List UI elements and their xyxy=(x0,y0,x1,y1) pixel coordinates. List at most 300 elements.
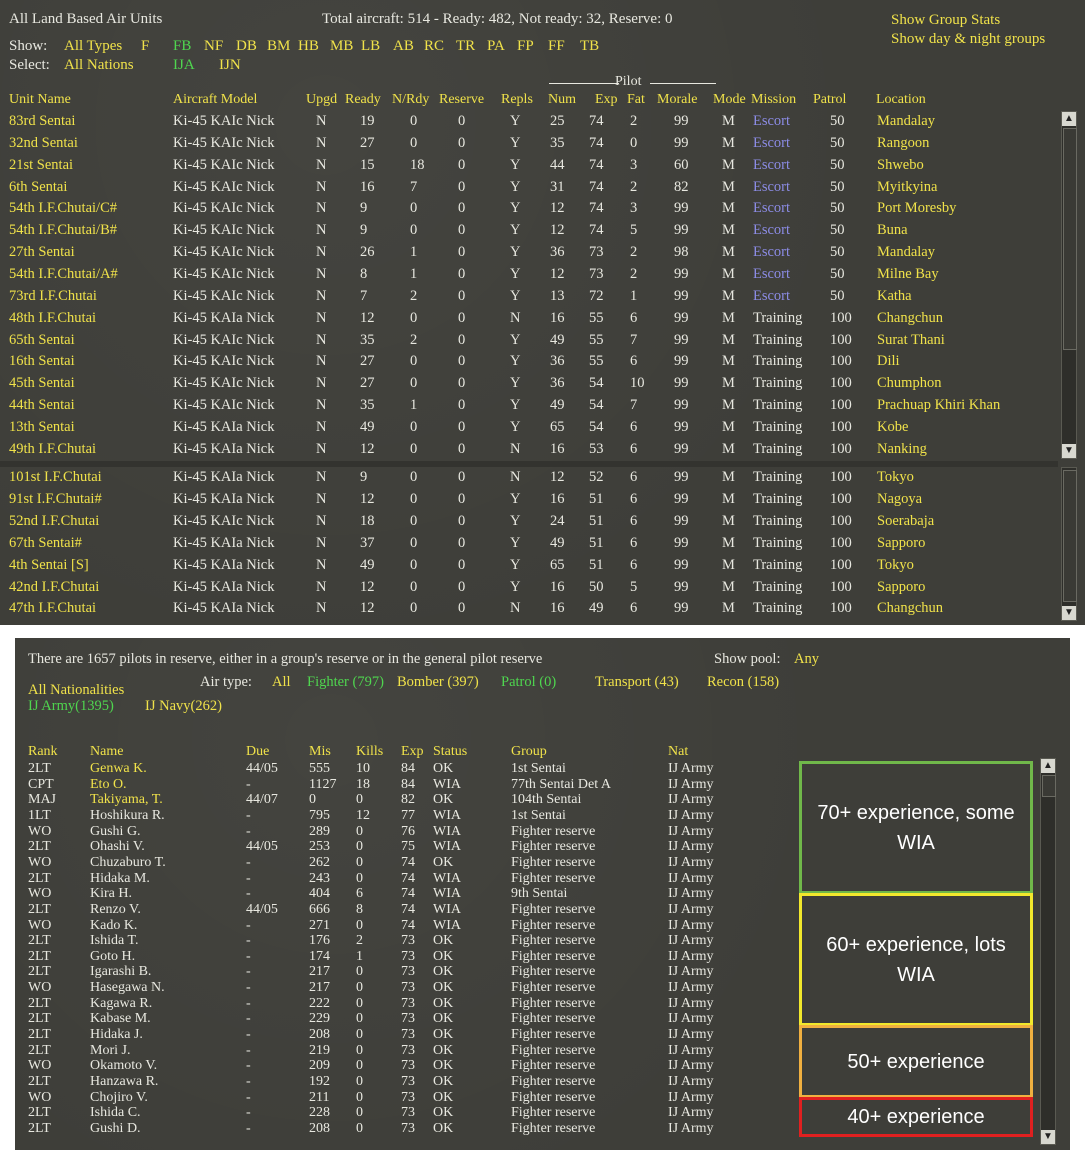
pilot-rank: 2LT xyxy=(28,995,51,1011)
pilot-row[interactable] xyxy=(15,996,795,1012)
unit-reserve: 0 xyxy=(458,353,466,370)
pilot-row[interactable] xyxy=(15,1105,795,1121)
pilot-experience: 74 xyxy=(401,870,415,886)
pilot-missions: 222 xyxy=(309,995,330,1011)
pilot-rank: 2LT xyxy=(28,839,51,855)
scroll-thumb[interactable] xyxy=(1063,128,1077,350)
pilot-due: - xyxy=(246,917,251,933)
unit-row[interactable] xyxy=(0,351,1055,373)
unit-row[interactable] xyxy=(0,133,1055,155)
unit-mode: M xyxy=(722,556,735,573)
air-type-filter-5[interactable]: Recon (158) xyxy=(707,674,780,690)
unit-reserve: 0 xyxy=(458,178,466,195)
unit-unit-name[interactable]: 42nd I.F.Chutai xyxy=(9,578,100,595)
unit-fat: 3 xyxy=(630,200,638,217)
unit-unit-name[interactable]: 83rd Sentai xyxy=(9,113,76,129)
unit-unit-name[interactable]: 16th Sentai xyxy=(9,353,75,370)
type-filter-db[interactable]: DB xyxy=(236,38,257,54)
col-mis[interactable]: Mis xyxy=(309,744,331,759)
pilot-missions: 289 xyxy=(309,823,330,839)
type-filter-fb[interactable]: FB xyxy=(173,38,192,54)
pilot-kills: 0 xyxy=(356,917,363,933)
unit-mode: M xyxy=(722,534,735,551)
pilot-status: OK xyxy=(433,948,454,964)
unit-reserve: 0 xyxy=(458,440,466,457)
pilot-name: Okamoto V. xyxy=(90,1058,158,1074)
pilot-row[interactable] xyxy=(15,1090,795,1106)
unit-mission: Escort xyxy=(753,134,791,151)
unit-repls: Y xyxy=(510,397,521,414)
pilot-due: - xyxy=(246,1120,251,1136)
unit-mission: Training xyxy=(753,512,803,529)
unit-exp: 55 xyxy=(589,353,604,370)
pilot-row[interactable] xyxy=(15,824,795,840)
unit-unit-name[interactable]: 52nd I.F.Chutai xyxy=(9,512,100,529)
pilot-row[interactable] xyxy=(15,871,795,887)
unit-patrol: 100 xyxy=(830,353,852,370)
unit-nrdy: 7 xyxy=(410,178,418,195)
unit-mission: Escort xyxy=(753,200,791,217)
col-aircraft-model[interactable]: Aircraft Model xyxy=(173,92,258,107)
unit-fat: 6 xyxy=(630,440,638,457)
unit-aircraft-model: Ki-45 KAIc Nick xyxy=(173,222,275,239)
type-filter-rc[interactable]: RC xyxy=(424,38,445,54)
pilot-name: Eto O. xyxy=(90,776,127,792)
unit-unit-name[interactable]: 47th I.F.Chutai xyxy=(9,600,97,617)
pilot-missions: 404 xyxy=(309,886,330,902)
unit-patrol: 50 xyxy=(830,178,845,195)
unit-row[interactable] xyxy=(0,198,1055,220)
pilot-experience: 73 xyxy=(401,1058,415,1074)
unit-mission: Training xyxy=(753,418,803,435)
pilot-status: WIA xyxy=(433,870,461,886)
pilot-rank: 2LT xyxy=(28,901,51,917)
unit-num: 31 xyxy=(550,178,565,195)
pilot-due: - xyxy=(246,1074,251,1089)
unit-nrdy: 0 xyxy=(410,353,418,370)
unit-location: Changchun xyxy=(877,600,944,617)
unit-morale: 99 xyxy=(674,113,689,129)
pilot-group: Fighter reserve xyxy=(511,980,596,996)
unit-num: 49 xyxy=(550,397,565,414)
unit-morale: 99 xyxy=(674,134,689,151)
scroll-down-icon[interactable]: ▼ xyxy=(1041,1130,1055,1144)
unit-unit-name[interactable]: 91st I.F.Chutai# xyxy=(9,490,102,507)
upper-scrollbar[interactable] xyxy=(1061,111,1077,459)
scroll-up-icon[interactable]: ▲ xyxy=(1062,112,1076,126)
pilot-experience: 73 xyxy=(401,1120,415,1136)
unit-repls: Y xyxy=(510,353,521,370)
pilot-name: Igarashi B. xyxy=(90,964,152,980)
unit-row[interactable] xyxy=(0,511,1055,533)
col-group[interactable]: Group xyxy=(511,744,547,759)
unit-row[interactable] xyxy=(0,264,1055,286)
pilot-missions: 211 xyxy=(309,1089,330,1105)
unit-row[interactable] xyxy=(0,220,1055,242)
unit-unit-name[interactable]: 27th Sentai xyxy=(9,244,75,261)
unit-upgd: N xyxy=(316,222,327,239)
pilot-name: Ishida C. xyxy=(90,1105,141,1121)
unit-reserve: 0 xyxy=(458,309,466,326)
unit-repls: Y xyxy=(510,490,521,507)
pilot-rank: 2LT xyxy=(28,1120,51,1136)
unit-num: 16 xyxy=(550,578,565,595)
pilot-due: - xyxy=(246,1011,251,1027)
pilot-kills: 0 xyxy=(356,792,363,808)
pilot-kills: 0 xyxy=(356,1120,363,1136)
col-patrol[interactable]: Patrol xyxy=(813,92,847,107)
pilot-missions: 192 xyxy=(309,1074,330,1089)
unit-unit-name[interactable]: 54th I.F.Chutai/B# xyxy=(9,222,117,239)
pilot-row[interactable] xyxy=(15,808,795,824)
unit-row[interactable] xyxy=(0,373,1055,395)
pilot-nationality: IJ Army xyxy=(668,901,714,917)
all-nationalities-link[interactable]: All Nationalities xyxy=(28,682,125,698)
aircraft-totals: Total aircraft: 514 - Ready: 482, Not ready: 32, Reserve: 0 xyxy=(322,11,673,27)
type-filter-fp[interactable]: FP xyxy=(517,38,534,54)
unit-unit-name[interactable]: 65th Sentai xyxy=(9,331,75,348)
unit-row[interactable] xyxy=(0,177,1055,199)
pilot-group: 104th Sentai xyxy=(511,792,582,808)
lower-scrollbar[interactable] xyxy=(1061,467,1077,621)
pilot-group: Fighter reserve xyxy=(511,1027,596,1043)
unit-ready: 35 xyxy=(360,397,375,414)
unit-mode: M xyxy=(722,222,735,239)
pilot-rank: 2LT xyxy=(28,948,51,964)
unit-row[interactable] xyxy=(0,330,1055,352)
scroll-down-icon[interactable]: ▼ xyxy=(1062,606,1076,620)
unit-unit-name[interactable]: 21st Sentai xyxy=(9,156,74,173)
unit-unit-name[interactable]: 73rd I.F.Chutai xyxy=(9,287,97,304)
unit-ready: 15 xyxy=(360,156,375,173)
pilot-row[interactable] xyxy=(15,839,795,855)
pilot-row[interactable] xyxy=(15,777,795,793)
scroll-down-icon[interactable]: ▼ xyxy=(1062,444,1076,458)
unit-row[interactable] xyxy=(0,155,1055,177)
unit-location: Myitkyina xyxy=(877,178,938,195)
col-mission[interactable]: Mission xyxy=(751,92,797,107)
unit-ready: 27 xyxy=(360,353,375,370)
col-location[interactable]: Location xyxy=(876,92,926,107)
nation-filter-ija[interactable]: IJA xyxy=(173,57,195,73)
unit-ready: 12 xyxy=(360,578,375,595)
unit-exp: 55 xyxy=(589,331,604,348)
unit-mode: M xyxy=(722,287,735,304)
col-unit-name[interactable]: Unit Name xyxy=(9,92,71,107)
type-filter-bm[interactable]: BM xyxy=(267,38,291,54)
unit-row[interactable] xyxy=(0,286,1055,308)
unit-unit-name[interactable]: 45th Sentai xyxy=(9,375,75,392)
type-filter-nf[interactable]: NF xyxy=(204,38,224,54)
unit-unit-name[interactable]: 32nd Sentai xyxy=(9,134,78,151)
unit-location: Nagoya xyxy=(877,490,923,507)
pilot-row[interactable] xyxy=(15,949,795,965)
pilot-rank: WO xyxy=(28,917,52,933)
unit-fat: 7 xyxy=(630,331,638,348)
col-nat[interactable]: Nat xyxy=(668,744,689,759)
col-ready[interactable]: Ready xyxy=(345,92,381,107)
pilot-row[interactable] xyxy=(15,1121,795,1137)
air-type-filter-4[interactable]: Transport (43) xyxy=(595,674,679,690)
pilot-nationality: IJ Army xyxy=(668,870,714,886)
pilot-group: 1st Sentai xyxy=(511,807,566,823)
pilot-row[interactable] xyxy=(15,964,795,980)
pilot-row[interactable] xyxy=(15,902,795,918)
unit-row[interactable] xyxy=(0,439,1055,461)
type-filter-tr[interactable]: TR xyxy=(456,38,476,54)
col-kills[interactable]: Kills xyxy=(356,744,384,759)
unit-row[interactable] xyxy=(0,242,1055,264)
unit-nrdy: 0 xyxy=(410,578,418,595)
unit-upgd: N xyxy=(316,490,327,507)
col-repls[interactable]: Repls xyxy=(501,92,533,107)
type-filter-lb[interactable]: LB xyxy=(361,38,381,54)
pilot-row[interactable] xyxy=(15,1011,795,1027)
pilot-experience: 76 xyxy=(401,823,415,839)
ij-navy-filter[interactable]: IJ Navy(262) xyxy=(145,698,222,714)
unit-ready: 26 xyxy=(360,244,375,261)
ij-army-filter[interactable]: IJ Army(1395) xyxy=(28,698,114,714)
col-mode[interactable]: Mode xyxy=(713,92,746,107)
air-type-filter-2[interactable]: Bomber (397) xyxy=(397,674,479,690)
type-filter-f[interactable]: F xyxy=(141,38,150,54)
unit-fat: 6 xyxy=(630,490,638,507)
unit-unit-name[interactable]: 49th I.F.Chutai xyxy=(9,440,97,457)
unit-unit-name[interactable]: 48th I.F.Chutai xyxy=(9,309,97,326)
pilot-due: 44/05 xyxy=(246,901,278,917)
pilot-due: - xyxy=(246,886,251,902)
pilot-status: OK xyxy=(433,1011,454,1027)
unit-location: Kobe xyxy=(877,418,909,435)
pilot-reserve-summary: There are 1657 pilots in reserve, either in a group's reserve or in the general pilot reserve xyxy=(28,651,543,667)
col-fat[interactable]: Fat xyxy=(627,92,645,107)
pilot-missions: 1127 xyxy=(309,776,337,792)
unit-row[interactable] xyxy=(0,577,1055,599)
unit-fat: 6 xyxy=(630,418,638,435)
pilot-row[interactable] xyxy=(15,761,795,777)
pilot-due: - xyxy=(246,1042,251,1058)
pilot-header-line-left xyxy=(549,83,619,84)
unit-patrol: 100 xyxy=(830,397,852,414)
scroll-up-icon[interactable]: ▲ xyxy=(1041,759,1055,773)
unit-aircraft-model: Ki-45 KAIc Nick xyxy=(173,134,275,151)
pilot-due: - xyxy=(246,1027,251,1043)
air-type-filter-1[interactable]: Fighter (797) xyxy=(307,674,384,690)
pilot-experience: 84 xyxy=(401,776,415,792)
unit-fat: 0 xyxy=(630,134,638,151)
col-morale[interactable]: Morale xyxy=(657,92,698,107)
type-filter-pa[interactable]: PA xyxy=(487,38,505,54)
unit-row[interactable] xyxy=(0,417,1055,439)
unit-patrol: 50 xyxy=(830,222,845,239)
unit-repls: Y xyxy=(510,156,521,173)
unit-aircraft-model: Ki-45 KAIc Nick xyxy=(173,353,275,370)
unit-row[interactable] xyxy=(0,308,1055,330)
col-rank[interactable]: Rank xyxy=(28,744,58,759)
pilot-row[interactable] xyxy=(15,792,795,808)
unit-num: 16 xyxy=(550,440,565,457)
pilot-rank: WO xyxy=(28,886,52,902)
pilot-due: - xyxy=(246,964,251,980)
nation-filter-all-nations[interactable]: All Nations xyxy=(64,57,134,73)
col-nrdy[interactable]: N/Rdy xyxy=(392,92,430,107)
unit-exp: 73 xyxy=(589,265,604,282)
col-name[interactable]: Name xyxy=(90,744,124,759)
unit-patrol: 50 xyxy=(830,134,845,151)
pilot-row[interactable] xyxy=(15,1027,795,1043)
unit-mode: M xyxy=(722,469,735,485)
unit-location: Surat Thani xyxy=(877,331,945,348)
unit-repls: Y xyxy=(510,134,521,151)
pilot-status: OK xyxy=(433,933,454,949)
show-day-night-link[interactable]: Show day & night groups xyxy=(891,31,1046,47)
pilot-rank: 2LT xyxy=(28,964,51,980)
nation-filter-ijn[interactable]: IJN xyxy=(219,57,241,73)
type-filter-ab[interactable]: AB xyxy=(393,38,414,54)
unit-nrdy: 0 xyxy=(410,309,418,326)
unit-mission: Escort xyxy=(753,287,791,304)
unit-unit-name[interactable]: 67th Sentai# xyxy=(9,534,82,551)
unit-num: 49 xyxy=(550,331,565,348)
pilot-experience: 73 xyxy=(401,1089,415,1105)
col-reserve[interactable]: Reserve xyxy=(439,92,485,107)
pilot-scrollbar[interactable] xyxy=(1040,758,1056,1145)
unit-repls: Y xyxy=(510,265,521,282)
unit-exp: 54 xyxy=(589,418,604,435)
unit-row[interactable] xyxy=(0,467,1055,489)
pilot-missions: 208 xyxy=(309,1120,330,1136)
col-num[interactable]: Num xyxy=(548,92,576,107)
unit-repls: Y xyxy=(510,222,521,239)
col-due[interactable]: Due xyxy=(246,744,270,759)
pilot-status: WIA xyxy=(433,901,461,917)
pilot-experience: 74 xyxy=(401,886,415,902)
unit-fat: 6 xyxy=(630,469,638,485)
unit-unit-name[interactable]: 13th Sentai xyxy=(9,418,75,435)
pilot-nationality: IJ Army xyxy=(668,1011,714,1027)
unit-aircraft-model: Ki-45 KAIc Nick xyxy=(173,331,275,348)
pilot-group: Fighter reserve xyxy=(511,1120,596,1136)
unit-row[interactable] xyxy=(0,598,1055,620)
pilot-name: Hidaka M. xyxy=(90,870,150,886)
unit-aircraft-model: Ki-45 KAIc Nick xyxy=(173,287,275,304)
scroll-thumb-lower[interactable] xyxy=(1063,470,1077,602)
unit-unit-name[interactable]: 44th Sentai xyxy=(9,397,75,414)
pilot-rank: WO xyxy=(28,980,52,996)
unit-mode: M xyxy=(722,600,735,617)
col-exp[interactable]: Exp xyxy=(595,92,618,107)
unit-morale: 98 xyxy=(674,244,689,261)
pilot-kills: 18 xyxy=(356,776,370,792)
pilot-experience: 73 xyxy=(401,980,415,996)
pilot-group: Fighter reserve xyxy=(511,995,596,1011)
unit-exp: 72 xyxy=(589,287,604,304)
unit-unit-name[interactable]: 6th Sentai xyxy=(9,178,68,195)
pilot-kills: 0 xyxy=(356,1089,363,1105)
type-filter-mb[interactable]: MB xyxy=(330,38,354,54)
unit-unit-name[interactable]: 101st I.F.Chutai xyxy=(9,469,102,485)
pilot-row[interactable] xyxy=(15,1074,795,1090)
unit-location: Changchun xyxy=(877,309,944,326)
show-pool-value[interactable]: Any xyxy=(794,651,819,667)
unit-ready: 27 xyxy=(360,134,375,151)
pilot-row[interactable] xyxy=(15,933,795,949)
pilot-group: Fighter reserve xyxy=(511,901,596,917)
unit-unit-name[interactable]: 4th Sentai [S] xyxy=(9,556,89,573)
unit-num: 65 xyxy=(550,556,565,573)
unit-num: 13 xyxy=(550,287,565,304)
pilot-row[interactable] xyxy=(15,918,795,934)
unit-num: 49 xyxy=(550,534,565,551)
unit-table-header xyxy=(0,92,1055,110)
unit-reserve: 0 xyxy=(458,244,466,261)
unit-unit-name[interactable]: 54th I.F.Chutai/A# xyxy=(9,265,118,282)
pilot-due: - xyxy=(246,948,251,964)
unit-num: 12 xyxy=(550,265,565,282)
type-filter-all-types[interactable]: All Types xyxy=(64,38,123,54)
air-type-filter-0[interactable]: All xyxy=(272,674,291,690)
unit-ready: 9 xyxy=(360,200,368,217)
pilot-row[interactable] xyxy=(15,980,795,996)
unit-exp: 54 xyxy=(589,375,604,392)
pilot-kills: 0 xyxy=(356,995,363,1011)
unit-row[interactable] xyxy=(0,395,1055,417)
pilot-due: - xyxy=(246,823,251,839)
unit-mode: M xyxy=(722,331,735,348)
pilot-rank: 2LT xyxy=(28,761,51,776)
col-status[interactable]: Status xyxy=(433,744,468,759)
unit-upgd: N xyxy=(316,200,327,217)
unit-reserve: 0 xyxy=(458,512,466,529)
pilot-nationality: IJ Army xyxy=(668,1089,714,1105)
pilot-nationality: IJ Army xyxy=(668,1120,714,1136)
unit-row[interactable] xyxy=(0,533,1055,555)
pilot-row[interactable] xyxy=(15,1043,795,1059)
unit-row[interactable] xyxy=(0,111,1055,133)
select-label: Select: xyxy=(9,57,50,73)
pilot-row[interactable] xyxy=(15,1058,795,1074)
pilot-kills: 0 xyxy=(356,839,363,855)
unit-num: 36 xyxy=(550,244,565,261)
pilot-kills: 0 xyxy=(356,964,363,980)
unit-patrol: 100 xyxy=(830,469,852,485)
pilot-row[interactable] xyxy=(15,886,795,902)
pilot-rank: 2LT xyxy=(28,1011,51,1027)
scroll-thumb[interactable] xyxy=(1042,775,1056,797)
pilot-due: 44/05 xyxy=(246,761,278,776)
air-type-filter-3[interactable]: Patrol (0) xyxy=(501,674,557,690)
type-filter-hb[interactable]: HB xyxy=(298,38,319,54)
unit-mode: M xyxy=(722,490,735,507)
pilot-row[interactable] xyxy=(15,855,795,871)
unit-reserve: 0 xyxy=(458,397,466,414)
pilot-status: WIA xyxy=(433,807,461,823)
pilot-nationality: IJ Army xyxy=(668,854,714,870)
col-pilot-exp[interactable]: Exp xyxy=(401,744,424,759)
type-filter-ff[interactable]: FF xyxy=(548,38,565,54)
unit-row[interactable] xyxy=(0,555,1055,577)
unit-morale: 99 xyxy=(674,490,689,507)
unit-row[interactable] xyxy=(0,489,1055,511)
unit-aircraft-model: Ki-45 KAIa Nick xyxy=(173,578,275,595)
type-filter-tb[interactable]: TB xyxy=(580,38,600,54)
col-upgd[interactable]: Upgd xyxy=(306,92,338,107)
pilot-nationality: IJ Army xyxy=(668,807,714,823)
unit-mission: Training xyxy=(753,556,803,573)
unit-aircraft-model: Ki-45 KAIa Nick xyxy=(173,309,275,326)
show-group-stats-link[interactable]: Show Group Stats xyxy=(891,12,1001,28)
unit-unit-name[interactable]: 54th I.F.Chutai/C# xyxy=(9,200,117,217)
